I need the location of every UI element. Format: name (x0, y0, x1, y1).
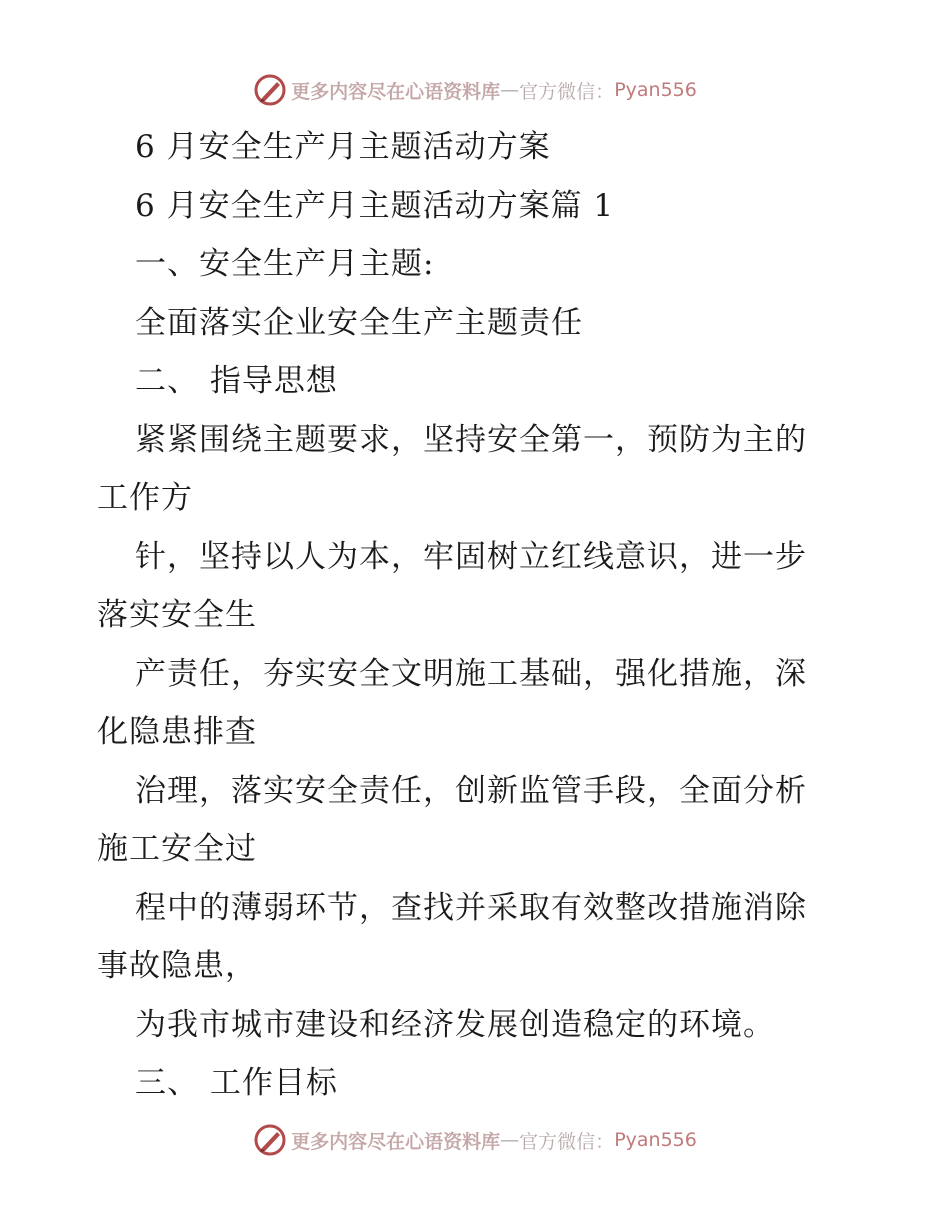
section-heading-2: 二、 指导思想 (135, 363, 338, 399)
paragraph-line: 施工安全过 (97, 831, 257, 867)
paragraph-line: 治理，落实安全责任，创新监管手段，全面分析 (135, 772, 807, 809)
paragraph-line: 事故隐患， (97, 948, 257, 984)
paragraph-line: 全面落实企业安全生产主题责任 (135, 304, 583, 341)
paragraph-line: 紧紧围绕主题要求，坚持安全第一，预防为主的 (135, 421, 807, 458)
banner-main-text: 更多内容尽在心语资料库 (291, 1130, 501, 1153)
header-banner (0, 70, 950, 110)
banner-wechat-id: Pyan556 (614, 79, 697, 101)
paragraph-line: 针，坚持以人为本，牢固树立红线意识，进一步 (135, 538, 807, 575)
section-heading-3: 三、 工作目标 (135, 1065, 338, 1101)
doc-title: 6 月安全生产月主题活动方案 (135, 129, 551, 165)
banner-wechat-label: 官方微信： (519, 80, 615, 103)
paragraph-line: 为我市城市建设和经济发展创造稳定的环境。 (135, 1006, 775, 1043)
paragraph-line: 产责任，夯实安全文明施工基础，强化措施，深 (135, 655, 807, 692)
footer-banner (0, 1120, 950, 1160)
paragraph-line: 落实安全生 (97, 597, 257, 633)
pen-logo-icon (253, 1123, 287, 1157)
pen-logo-icon (253, 73, 287, 107)
section-heading-1: 一、安全生产月主题: (135, 246, 435, 282)
document-body (97, 118, 857, 1113)
paragraph-line: 工作方 (97, 480, 193, 516)
doc-subtitle: 6 月安全生产月主题活动方案篇 1 (135, 187, 615, 224)
banner-separator: — (500, 79, 520, 101)
banner-main-text: 更多内容尽在心语资料库 (291, 80, 501, 103)
banner-wechat-label: 官方微信： (519, 1130, 615, 1153)
banner-wechat-id: Pyan556 (614, 1129, 697, 1151)
paragraph-line: 化隐患排查 (97, 714, 257, 750)
banner-separator: — (500, 1129, 520, 1151)
paragraph-line: 程中的薄弱环节，查找并采取有效整改措施消除 (135, 889, 807, 926)
